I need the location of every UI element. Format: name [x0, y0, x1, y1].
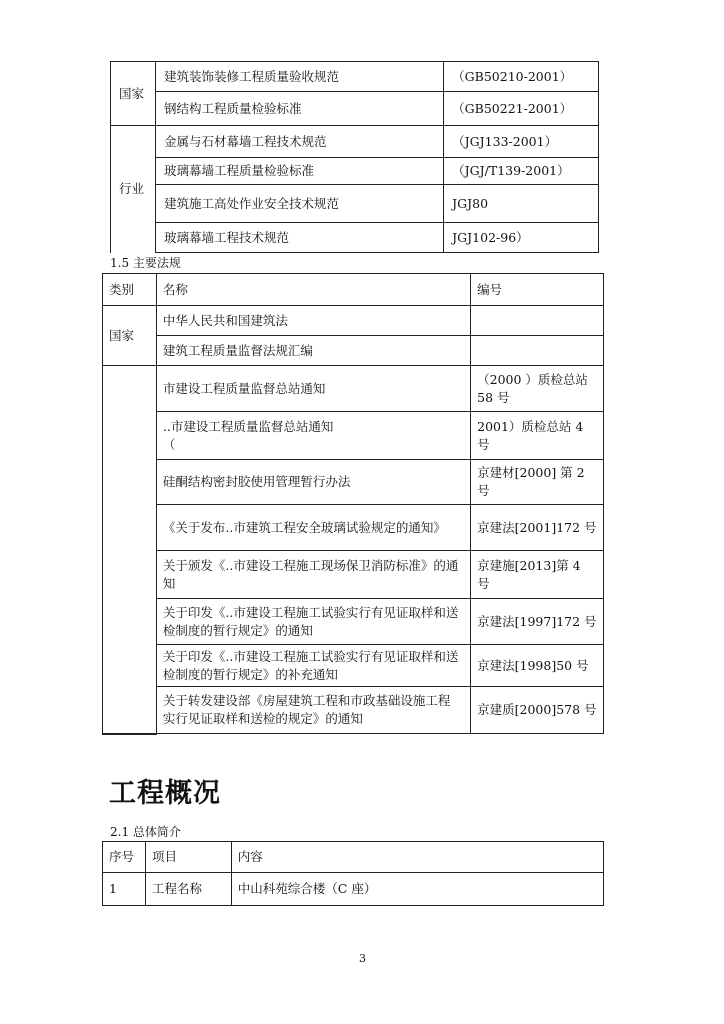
page-number: 3	[359, 952, 366, 965]
regulation-name: 《关于发布..市建筑工程安全玻璃试验规定的通知》	[156, 505, 470, 551]
row-content: 中山科苑综合楼（C 座）	[231, 873, 603, 906]
section-label-overview: 2.1 总体简介	[110, 825, 181, 839]
header-code: 编号	[471, 274, 604, 306]
regulation-name: 关于转发建设部《房屋建筑工程和市政基础设施工程 实行见证取样和送检的规定》的通知	[156, 687, 470, 734]
section-label-regulations: 1.5 主要法规	[110, 256, 181, 270]
standard-code: （JGJ133-2001）	[444, 126, 599, 158]
regulations-table	[102, 273, 604, 735]
standard-name: 建筑装饰装修工程质量验收规范	[155, 62, 443, 92]
regulation-code: 京建材[2000] 第 2 号	[471, 460, 604, 505]
regulation-name: 市建设工程质量监督总站通知	[156, 366, 470, 412]
regulation-code: 京建质[2000]578 号	[471, 687, 604, 734]
standard-code: （GB50221-2001）	[444, 92, 599, 126]
category-cell: 国家	[111, 62, 156, 126]
standard-code: JGJ80	[444, 185, 599, 223]
regulation-name: 关于颁发《..市建设工程施工现场保卫消防标准》的通 知	[156, 551, 470, 599]
regulation-code: 京建施[2013]第 4 号	[471, 551, 604, 599]
header-no: 序号	[103, 842, 146, 873]
regulation-name: 建筑工程质量监督法规汇编	[156, 336, 470, 366]
category-cell: 国家	[103, 306, 157, 366]
standard-code: （JGJ/T139-2001）	[444, 158, 599, 185]
standard-name: 钢结构工程质量检验标准	[155, 92, 443, 126]
header-content: 内容	[231, 842, 603, 873]
header-name: 名称	[156, 274, 470, 306]
chapter-heading: 工程概况	[109, 778, 221, 809]
regulation-code: 京建法[1998]50 号	[471, 645, 604, 687]
standards-table	[110, 61, 599, 253]
header-item: 项目	[145, 842, 231, 873]
standard-code: JGJ102-96）	[444, 223, 599, 253]
regulation-name: ..市建设工程质量监督总站通知 （	[156, 412, 470, 460]
row-no: 1	[103, 873, 146, 906]
regulation-code: （2000 ）质检总站 58 号	[471, 366, 604, 412]
category-cell-empty	[103, 366, 157, 734]
regulation-code: 京建法[1997]172 号	[471, 599, 604, 645]
standard-code: （GB50210-2001）	[444, 62, 599, 92]
standard-name: 建筑施工高处作业安全技术规范	[155, 185, 443, 223]
standard-name: 玻璃幕墙工程质量检验标准	[155, 158, 443, 185]
regulation-code	[471, 336, 604, 366]
regulation-code	[471, 306, 604, 336]
regulation-name: 关于印发《..市建设工程施工试验实行有见证取样和送 检制度的暂行规定》的补充通知	[156, 645, 470, 687]
regulation-name: 中华人民共和国建筑法	[156, 306, 470, 336]
standard-name: 金属与石材幕墙工程技术规范	[155, 126, 443, 158]
regulation-name: 关于印发《..市建设工程施工试验实行有见证取样和送 检制度的暂行规定》的通知	[156, 599, 470, 645]
regulation-code: 2001）质检总站 4 号	[471, 412, 604, 460]
category-cell: 行业	[111, 126, 156, 253]
overview-table	[102, 841, 604, 906]
header-category: 类别	[103, 274, 157, 306]
regulation-name: 硅酮结构密封胶使用管理暂行办法	[156, 460, 470, 505]
row-item: 工程名称	[145, 873, 231, 906]
regulation-code: 京建法[2001]172 号	[471, 505, 604, 551]
standard-name: 玻璃幕墙工程技术规范	[155, 223, 443, 253]
